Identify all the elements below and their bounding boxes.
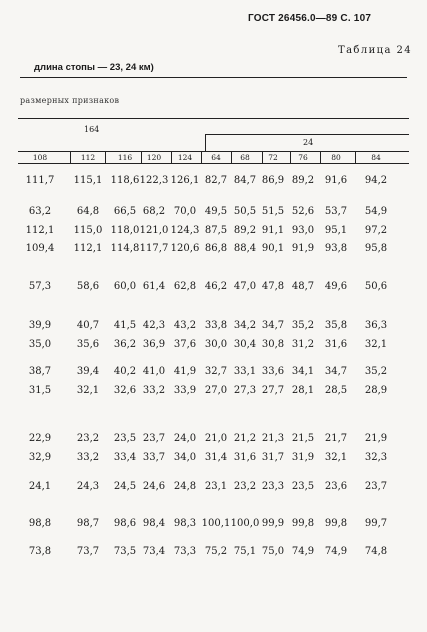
table-cell: 94,2 [364, 175, 388, 186]
table-cell: 98,4 [142, 518, 166, 529]
table-cell: 99,8 [324, 518, 348, 529]
table-cell: 95,8 [364, 243, 388, 254]
table-cell: 32,3 [364, 452, 388, 463]
table-cell: 23,1 [204, 481, 228, 492]
table-cell: 24,8 [173, 481, 197, 492]
table-cell: 31,7 [261, 452, 285, 463]
table-cell: 23,3 [261, 481, 285, 492]
table-cell: 66,5 [113, 206, 137, 217]
table-cell: 32,9 [28, 452, 52, 463]
table-cell: 23,7 [142, 433, 166, 444]
table-cell: 86,8 [204, 243, 228, 254]
column-separator [355, 152, 356, 163]
table-cell: 49,5 [204, 206, 228, 217]
table-cell: 30,8 [261, 339, 285, 350]
table-cell: 35,6 [76, 339, 100, 350]
table-cell: 23,6 [324, 481, 348, 492]
table-cell: 75,2 [204, 546, 228, 557]
column-header: 116 [117, 153, 133, 162]
table-cell: 75,1 [233, 546, 257, 557]
table-cell: 99,7 [364, 518, 388, 529]
table-cell: 74,9 [324, 546, 348, 557]
table-cell: 23,5 [113, 433, 137, 444]
table-cell: 91,6 [324, 175, 348, 186]
table-cell: 91,9 [291, 243, 315, 254]
table-cell: 30,0 [204, 339, 228, 350]
table-cell: 40,7 [76, 320, 100, 331]
table-cell: 98,6 [113, 518, 137, 529]
table-cell: 68,2 [142, 206, 166, 217]
table-cell: 31,6 [324, 339, 348, 350]
table-cell: 91,1 [261, 225, 285, 236]
table-cell: 73,5 [113, 546, 137, 557]
table-cell: 27,3 [233, 385, 257, 396]
table-cell: 47,0 [233, 281, 257, 292]
table-cell: 38,7 [28, 366, 52, 377]
table-cell: 28,1 [291, 385, 315, 396]
table-cell: 41,9 [173, 366, 197, 377]
table-cell: 42,3 [142, 320, 166, 331]
column-separator [201, 152, 202, 163]
table-cell: 33,1 [233, 366, 257, 377]
table-cell: 117,7 [139, 243, 169, 254]
table-cell: 37,6 [173, 339, 197, 350]
table-cell: 49,6 [324, 281, 348, 292]
table-cell: 118,6 [110, 175, 140, 186]
table-cell: 52,6 [291, 206, 315, 217]
table-cell: 100,1 [201, 518, 231, 529]
table-cell: 31,2 [291, 339, 315, 350]
column-header-top-rule [18, 151, 409, 152]
table-subtitle: длина стопы — 23, 24 км) [34, 62, 154, 73]
table-cell: 21,3 [261, 433, 285, 444]
column-header: 68 [240, 153, 250, 162]
table-cell: 35,0 [28, 339, 52, 350]
table-cell: 93,8 [324, 243, 348, 254]
table-cell: 50,5 [233, 206, 257, 217]
column-header: 80 [331, 153, 341, 162]
table-cell: 120,6 [170, 243, 200, 254]
table-cell: 27,0 [204, 385, 228, 396]
table-cell: 34,2 [233, 320, 257, 331]
column-separator [141, 152, 142, 163]
table-cell: 47,8 [261, 281, 285, 292]
table-cell: 31,6 [233, 452, 257, 463]
table-cell: 122,3 [139, 175, 169, 186]
table-cell: 70,0 [173, 206, 197, 217]
table-cell: 87,5 [204, 225, 228, 236]
group-rule [205, 134, 409, 135]
table-top-rule [18, 118, 409, 119]
table-cell: 27,7 [261, 385, 285, 396]
column-separator [320, 152, 321, 163]
table-cell: 54,9 [364, 206, 388, 217]
table-cell: 124,3 [170, 225, 200, 236]
table-cell: 73,7 [76, 546, 100, 557]
column-separator [262, 152, 263, 163]
table-cell: 60,0 [113, 281, 137, 292]
table-cell: 73,4 [142, 546, 166, 557]
table-cell: 111,7 [25, 175, 55, 186]
table-cell: 24,1 [28, 481, 52, 492]
table-cell: 53,7 [324, 206, 348, 217]
table-cell: 21,7 [324, 433, 348, 444]
sizes-label: размерных признаков [20, 96, 120, 105]
table-cell: 118,0 [110, 225, 140, 236]
table-cell: 74,8 [364, 546, 388, 557]
table-cell: 28,5 [324, 385, 348, 396]
table-number-label: Таблица 24 [338, 45, 412, 56]
table-cell: 23,2 [233, 481, 257, 492]
column-header: 108 [32, 153, 48, 162]
table-cell: 57,3 [28, 281, 52, 292]
column-header: 124 [177, 153, 193, 162]
table-cell: 112,1 [73, 243, 103, 254]
table-cell: 35,8 [324, 320, 348, 331]
column-separator [105, 152, 106, 163]
table-cell: 89,2 [291, 175, 315, 186]
table-cell: 33,8 [204, 320, 228, 331]
table-cell: 36,3 [364, 320, 388, 331]
table-cell: 61,4 [142, 281, 166, 292]
table-cell: 22,9 [28, 433, 52, 444]
table-cell: 32,1 [324, 452, 348, 463]
column-separator [231, 152, 232, 163]
table-cell: 34,7 [324, 366, 348, 377]
table-cell: 95,1 [324, 225, 348, 236]
table-cell: 21,5 [291, 433, 315, 444]
table-cell: 115,0 [73, 225, 103, 236]
table-cell: 34,1 [291, 366, 315, 377]
table-cell: 121,0 [139, 225, 169, 236]
table-cell: 41,0 [142, 366, 166, 377]
table-cell: 99,9 [261, 518, 285, 529]
column-header: 120 [146, 153, 162, 162]
column-header: 112 [80, 153, 96, 162]
table-cell: 100,0 [230, 518, 260, 529]
table-cell: 32,7 [204, 366, 228, 377]
table-cell: 46,2 [204, 281, 228, 292]
table-cell: 97,2 [364, 225, 388, 236]
table-cell: 21,2 [233, 433, 257, 444]
table-cell: 33,9 [173, 385, 197, 396]
table-cell: 35,2 [364, 366, 388, 377]
table-cell: 36,9 [142, 339, 166, 350]
table-cell: 28,9 [364, 385, 388, 396]
group-label-chest: 24 [303, 138, 314, 147]
column-header: 72 [268, 153, 278, 162]
table-cell: 58,6 [76, 281, 100, 292]
table-cell: 82,7 [204, 175, 228, 186]
column-header: 84 [371, 153, 381, 162]
table-cell: 32,1 [76, 385, 100, 396]
table-cell: 126,1 [170, 175, 200, 186]
table-cell: 73,8 [28, 546, 52, 557]
table-cell: 23,5 [291, 481, 315, 492]
table-cell: 33,2 [142, 385, 166, 396]
table-cell: 98,8 [28, 518, 52, 529]
table-cell: 23,2 [76, 433, 100, 444]
table-cell: 115,1 [73, 175, 103, 186]
table-cell: 74,9 [291, 546, 315, 557]
table-cell: 75,0 [261, 546, 285, 557]
table-cell: 114,8 [110, 243, 140, 254]
table-cell: 35,2 [291, 320, 315, 331]
table-cell: 33,2 [76, 452, 100, 463]
table-cell: 23,7 [364, 481, 388, 492]
column-separator [171, 152, 172, 163]
table-cell: 30,4 [233, 339, 257, 350]
table-cell: 31,9 [291, 452, 315, 463]
table-cell: 98,3 [173, 518, 197, 529]
table-cell: 98,7 [76, 518, 100, 529]
table-cell: 33,7 [142, 452, 166, 463]
table-cell: 31,4 [204, 452, 228, 463]
table-cell: 34,0 [173, 452, 197, 463]
column-separator [70, 152, 71, 163]
table-cell: 36,2 [113, 339, 137, 350]
table-cell: 40,2 [113, 366, 137, 377]
table-cell: 64,8 [76, 206, 100, 217]
table-cell: 21,0 [204, 433, 228, 444]
column-separator [290, 152, 291, 163]
table-cell: 50,6 [364, 281, 388, 292]
table-cell: 41,5 [113, 320, 137, 331]
table-cell: 39,4 [76, 366, 100, 377]
table-cell: 24,5 [113, 481, 137, 492]
table-cell: 84,7 [233, 175, 257, 186]
table-cell: 62,8 [173, 281, 197, 292]
group-divider [205, 134, 206, 152]
table-cell: 88,4 [233, 243, 257, 254]
table-cell: 24,6 [142, 481, 166, 492]
table-cell: 34,7 [261, 320, 285, 331]
table-cell: 51,5 [261, 206, 285, 217]
table-cell: 63,2 [28, 206, 52, 217]
column-header: 76 [298, 153, 308, 162]
standard-header: ГОСТ 26456.0—89 С. 107 [248, 13, 372, 24]
table-cell: 33,4 [113, 452, 137, 463]
column-header: 64 [211, 153, 221, 162]
table-cell: 39,9 [28, 320, 52, 331]
table-cell: 109,4 [25, 243, 55, 254]
table-cell: 33,6 [261, 366, 285, 377]
table-cell: 48,7 [291, 281, 315, 292]
table-cell: 73,3 [173, 546, 197, 557]
table-cell: 32,6 [113, 385, 137, 396]
table-cell: 24,3 [76, 481, 100, 492]
table-cell: 99,8 [291, 518, 315, 529]
table-cell: 21,9 [364, 433, 388, 444]
table-cell: 24,0 [173, 433, 197, 444]
table-cell: 93,0 [291, 225, 315, 236]
table-cell: 90,1 [261, 243, 285, 254]
table-cell: 31,5 [28, 385, 52, 396]
table-cell: 89,2 [233, 225, 257, 236]
table-cell: 112,1 [25, 225, 55, 236]
table-cell: 86,9 [261, 175, 285, 186]
column-header-bottom-rule [18, 163, 409, 164]
group-label-height: 164 [84, 125, 100, 134]
subtitle-underline [20, 77, 407, 78]
table-cell: 43,2 [173, 320, 197, 331]
table-cell: 32,1 [364, 339, 388, 350]
